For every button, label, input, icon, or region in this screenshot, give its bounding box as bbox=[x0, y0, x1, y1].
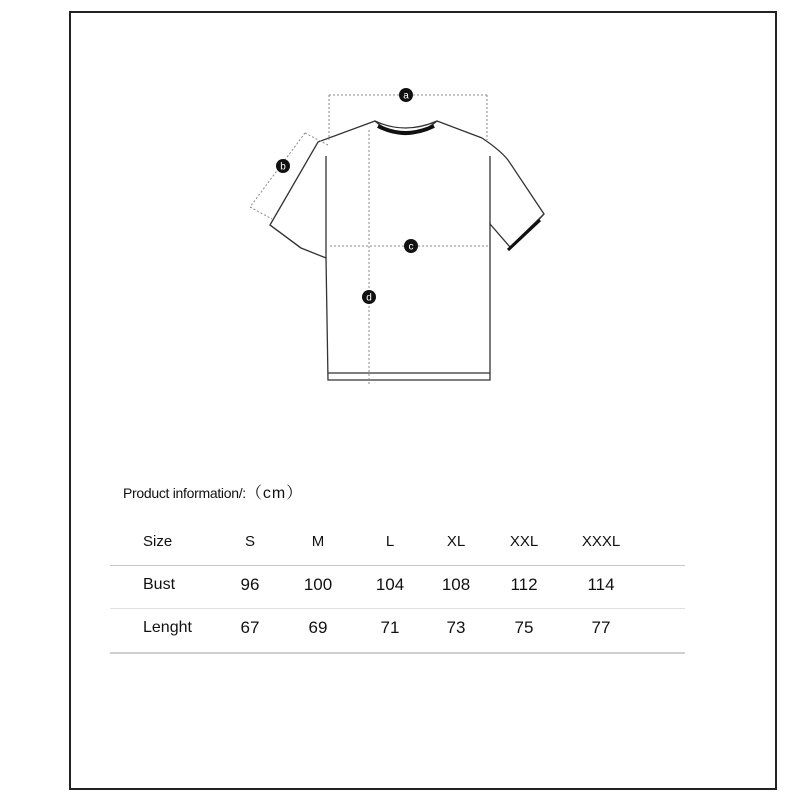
table-cell: 104 bbox=[375, 575, 405, 594]
table-cell: 77 bbox=[591, 618, 611, 637]
header-cell: L bbox=[385, 533, 395, 550]
product-info-title bbox=[123, 480, 303, 503]
table-cell: 67 bbox=[240, 618, 260, 637]
table-divider bbox=[110, 652, 685, 654]
table-divider bbox=[110, 608, 685, 609]
collar bbox=[378, 126, 434, 133]
header-cell: XL bbox=[446, 533, 466, 550]
size-table bbox=[110, 520, 690, 649]
svg-text:d: d bbox=[366, 292, 372, 304]
header-size: Size bbox=[143, 533, 173, 550]
label-d bbox=[362, 290, 376, 304]
header-cell: S bbox=[244, 533, 255, 550]
table-cell: 75 bbox=[514, 618, 534, 637]
header-cell: M bbox=[311, 533, 325, 550]
table-cell: 114 bbox=[587, 575, 615, 594]
table-divider bbox=[110, 565, 685, 566]
table-cell: 69 bbox=[308, 618, 328, 637]
svg-text:b: b bbox=[280, 161, 286, 173]
table-cell: 73 bbox=[446, 618, 466, 637]
header-cell: XXXL bbox=[581, 533, 621, 550]
unit-label: （cm） bbox=[245, 485, 304, 502]
label-a bbox=[399, 88, 413, 102]
header-cell: XXL bbox=[509, 533, 539, 550]
table-cell: 100 bbox=[303, 575, 333, 594]
table-cell: 71 bbox=[380, 618, 400, 637]
row-label: Lenght bbox=[143, 619, 192, 636]
product-info-label: Product information/: bbox=[123, 485, 246, 501]
table-cell: 96 bbox=[240, 575, 260, 594]
sleeve-trim bbox=[508, 220, 540, 250]
table-cell: 108 bbox=[441, 575, 471, 594]
table-cell: 112 bbox=[510, 575, 538, 594]
label-b bbox=[276, 159, 290, 173]
table-row-bust bbox=[110, 563, 690, 606]
svg-text:c: c bbox=[408, 241, 414, 253]
svg-text:a: a bbox=[403, 90, 409, 102]
label-c bbox=[404, 239, 418, 253]
table-row-length bbox=[110, 606, 690, 649]
table-header-row bbox=[110, 520, 690, 563]
row-label: Bust bbox=[143, 576, 176, 593]
